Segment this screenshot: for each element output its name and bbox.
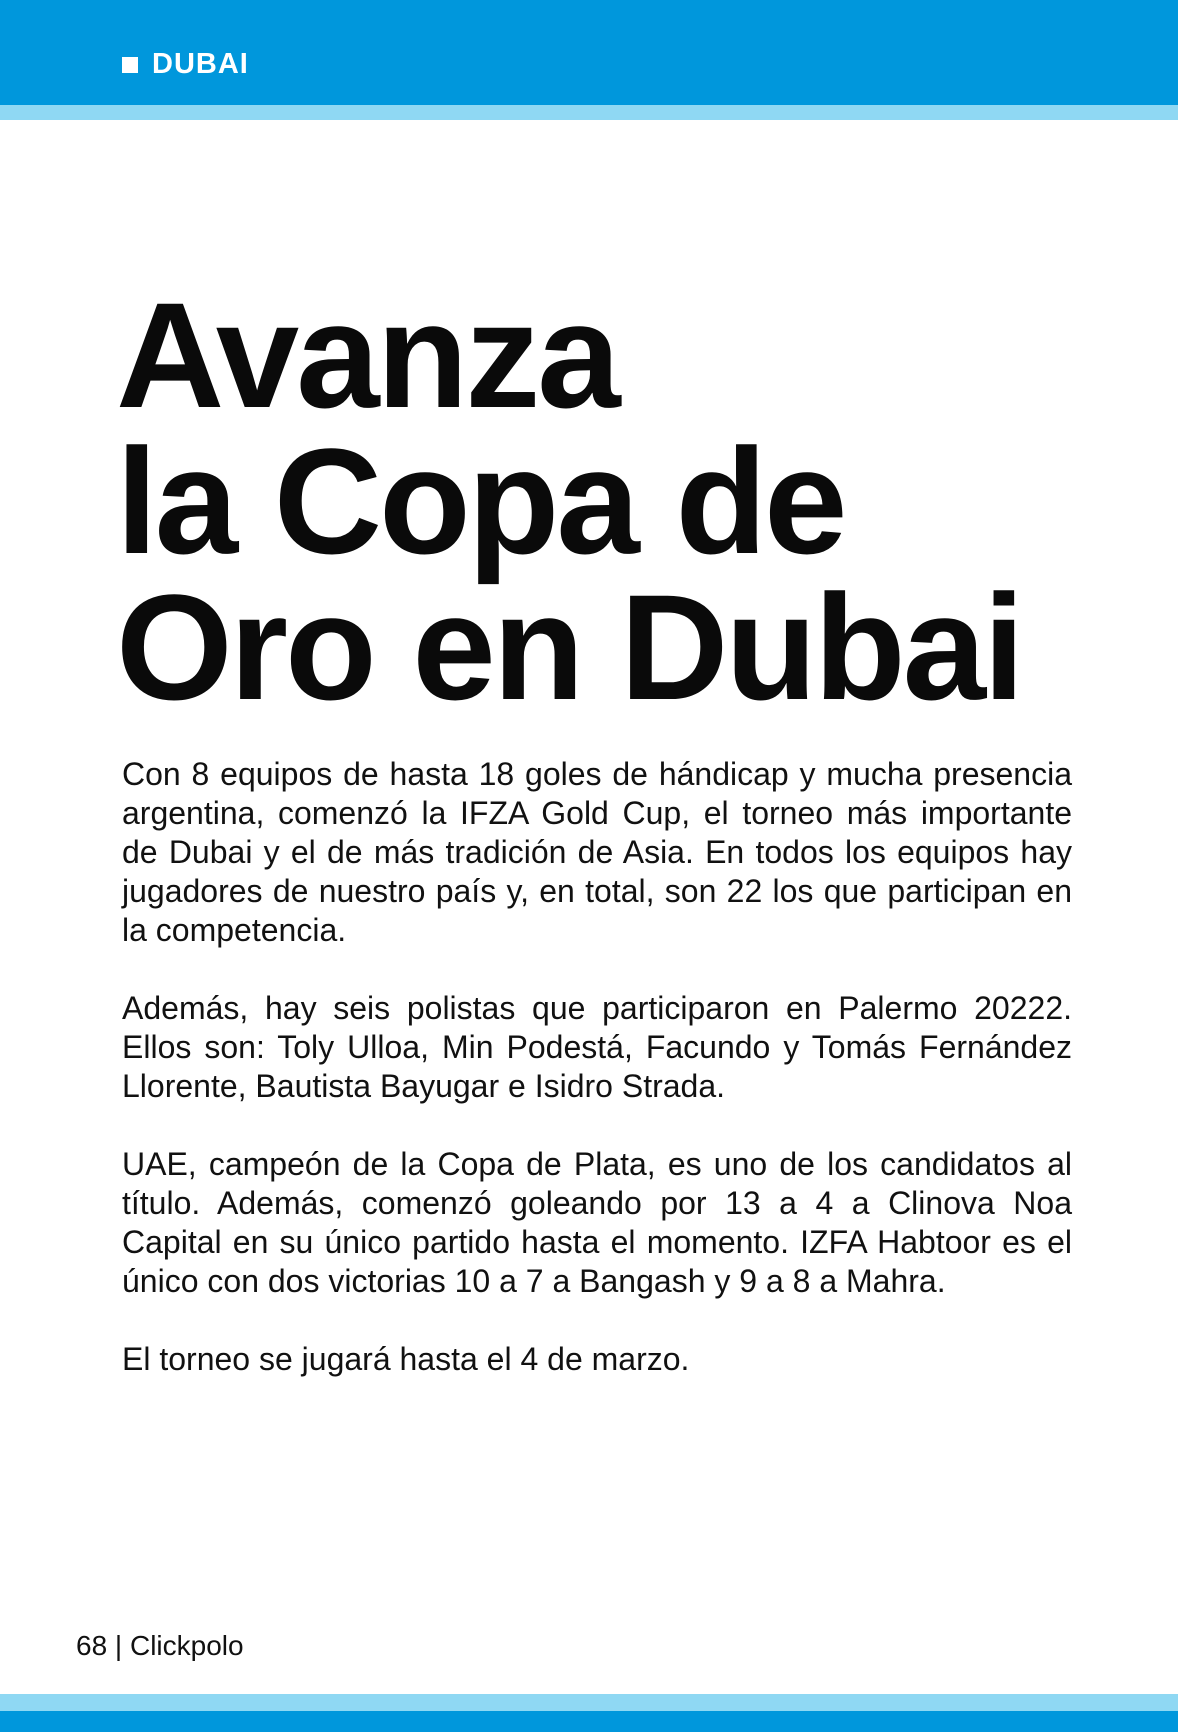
body-paragraph-1: Con 8 equipos de hasta 18 goles de hándicap y mucha presencia argentina, comenzó la IFZA Gold Cup, el torneo más importante de Dubai y el de más tradición de Asia. En todos los equipos hay jugadores de nuestro país y, en total, son 22 los que participan en la competencia. [122,756,1072,948]
article-headline [116,271,1116,731]
footer-stripe [0,1694,1178,1711]
page-footer: 68 | Clickpolo [76,1630,244,1661]
square-bullet-icon [122,57,138,73]
section-tag [122,50,249,79]
body-paragraph-2: Además, hay seis polistas que participaron en Palermo 20222. Ellos son: Toly Ulloa, Min Podestá, Facundo y Tomás Fernández Llorente, Bautista Bayugar e Isidro Strada. [122,990,1072,1104]
headline-line-2: la Copa de [116,417,845,585]
header-stripe [0,105,1178,120]
headline-line-1: Avanza [116,271,618,439]
body-paragraph-3: UAE, campeón de la Copa de Plata, es uno de los candidatos al título. Además, comenzó goleando por 13 a 4 a Clinova Noa Capital en su único partido hasta el momento. IZFA Habtoor es el único con dos victorias 10 a 7 a Bangash y 9 a 8 a Mahra. [122,1146,1072,1299]
section-label: DUBAI [152,48,249,80]
footer-bar [0,1711,1178,1732]
body-paragraph-4: El torneo se jugará hasta el 4 de marzo. [122,1341,690,1377]
article-body [122,755,1072,1418]
headline-line-3: Oro en Dubai [116,563,1022,731]
